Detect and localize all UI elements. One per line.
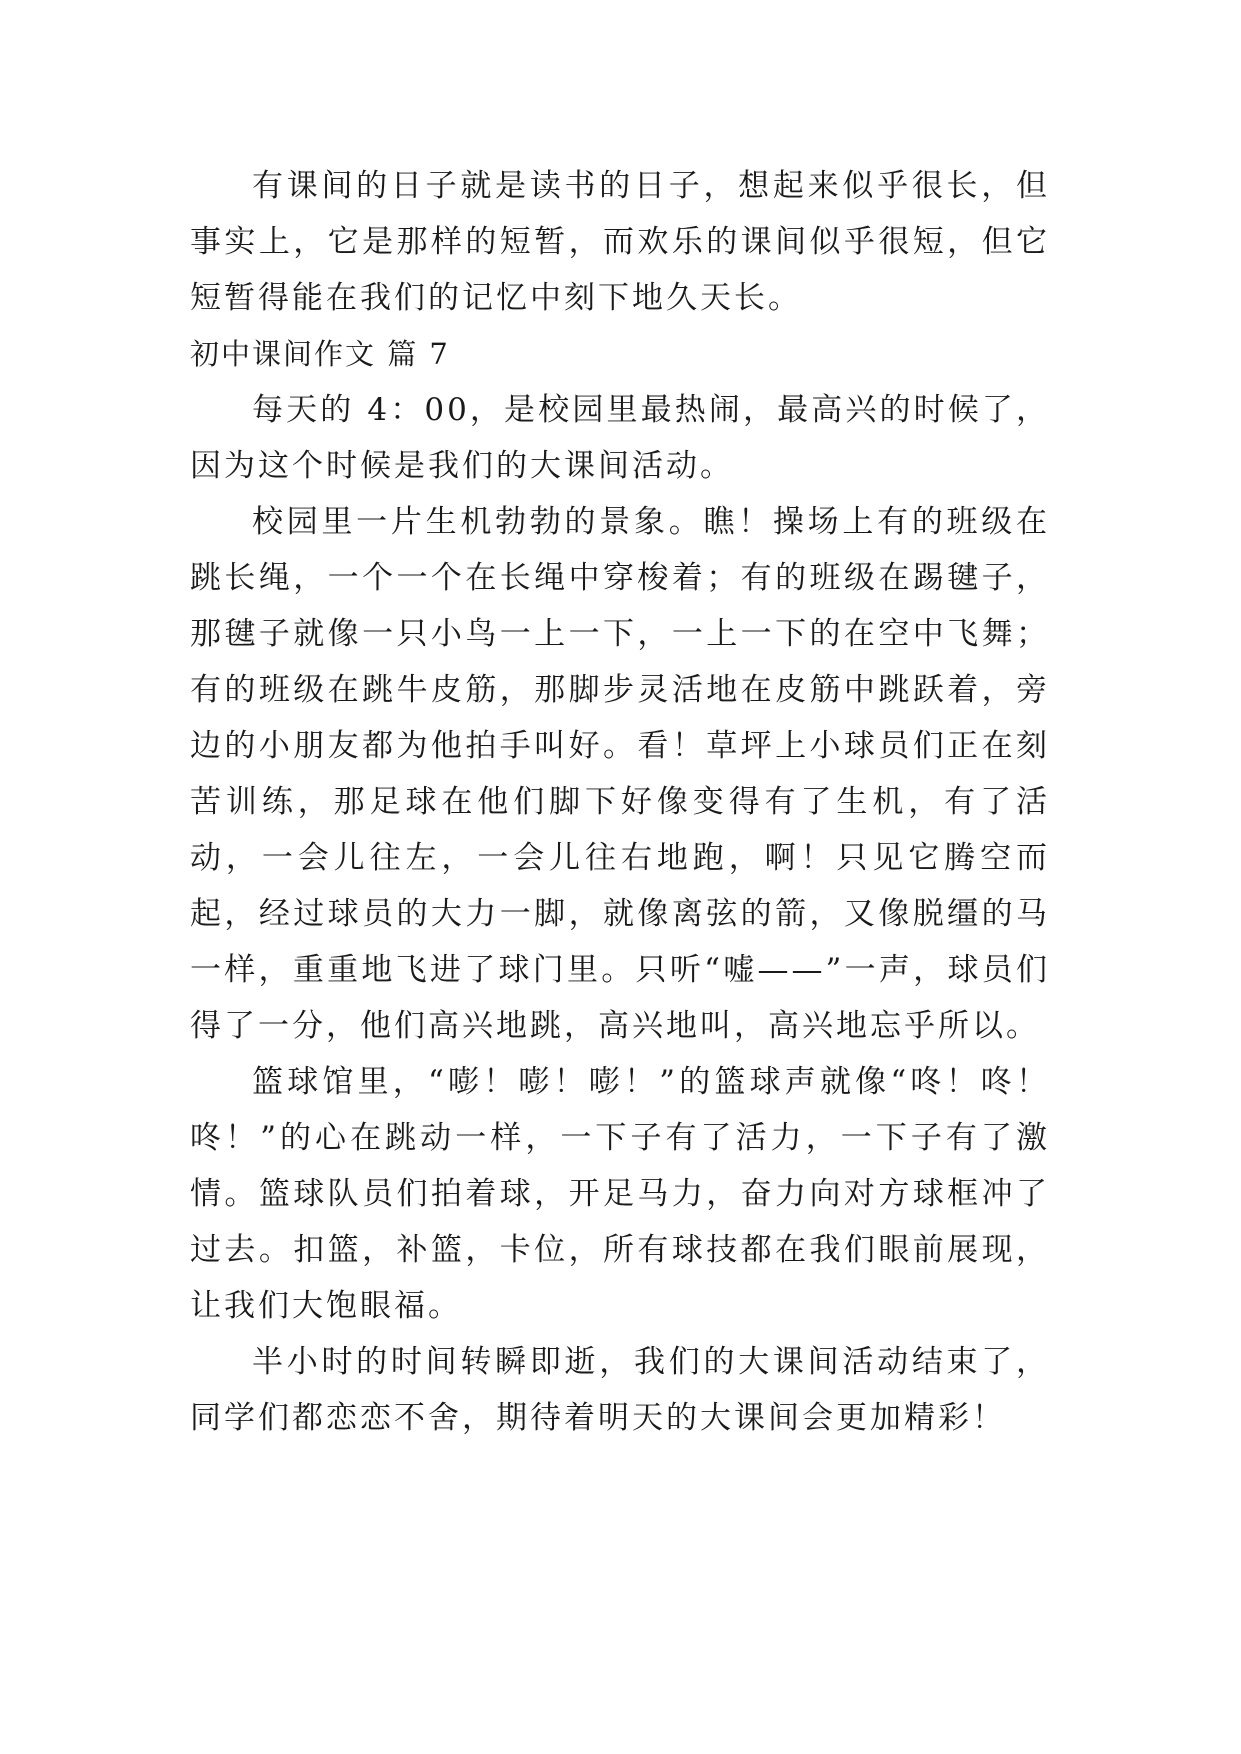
paragraph-playground: 校园里一片生机勃勃的景象。瞧！操场上有的班级在跳长绳，一个一个在长绳中穿梭着；有的班级在踢毽子，那毽子就像一只小鸟一上一下，一上一下的在空中飞舞；有的班级在跳牛皮筋，那脚步灵活地在皮筋中跳跃着，旁边的小朋友都为他拍手叫好。看！草坪上小球员们正在刻苦训练，那足球在他们脚下好像变得有了生机，有了活动，一会儿往左，一会儿往右地跑，啊！只见它腾空而起，经过球员的大力一脚，就像离弦的箭，又像脱缰的马一样，重重地飞进了球门里。只听“嘘——”一声，球员们得了一分，他们高兴地跳，高兴地叫，高兴地忘乎所以。 xyxy=(190,504,1050,1044)
paragraph-opening: 每天的 4：00，是校园里最热闹，最高兴的时候了，因为这个时候是我们的大课间活动。 xyxy=(190,392,1050,484)
paragraph-basketball: 篮球馆里，“嘭！嘭！嘭！”的篮球声就像“咚！咚！咚！”的心在跳动一样，一下子有了活力，一下子有了激情。篮球队员们拍着球，开足马力，奋力向对方球框冲了过去。扣篮，补篮，卡位，所有球技都在我们眼前展现，让我们大饱眼福。 xyxy=(190,1064,1050,1324)
paragraph-intro-ending: 有课间的日子就是读书的日子，想起来似乎很长，但事实上，它是那样的短暂，而欢乐的课间似乎很短，但它短暂得能在我们的记忆中刻下地久天长。 xyxy=(190,168,1050,316)
document-body xyxy=(190,158,1050,1446)
section-heading: 初中课间作文 篇 7 xyxy=(190,337,450,371)
paragraph-conclusion: 半小时的时间转瞬即逝，我们的大课间活动结束了，同学们都恋恋不舍，期待着明天的大课间会更加精彩！ xyxy=(190,1344,1050,1436)
